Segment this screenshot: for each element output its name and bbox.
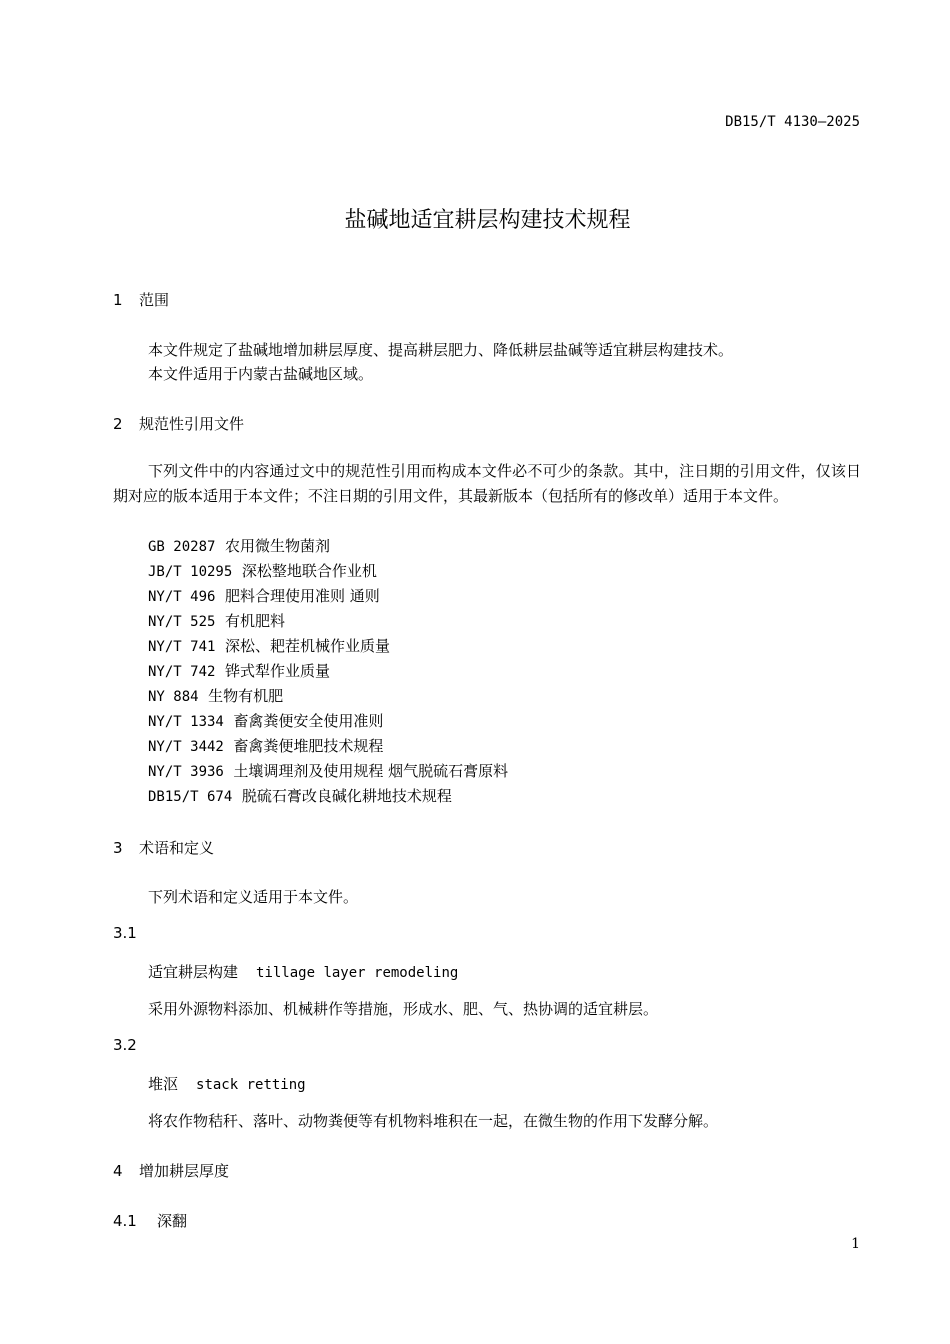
reference-item bbox=[148, 634, 508, 659]
section-number: 3 bbox=[113, 839, 123, 857]
reference-code: GB 20287 bbox=[148, 539, 216, 555]
reference-code: NY/T 3442 bbox=[148, 739, 224, 755]
term-definition: 将农作物秸秆、落叶、动物粪便等有机物料堆积在一起，在微生物的作用下发酵分解。 bbox=[148, 1112, 719, 1130]
page-number: 1 bbox=[851, 1236, 860, 1252]
reference-title: 土壤调理剂及使用规程 烟气脱硫石膏原料 bbox=[233, 762, 509, 780]
term-definition: 采用外源物料添加、机械耕作等措施，形成水、肥、气、热协调的适宜耕层。 bbox=[148, 1000, 659, 1018]
reference-item bbox=[148, 759, 508, 784]
reference-code: NY/T 496 bbox=[148, 589, 216, 605]
reference-item bbox=[148, 559, 508, 584]
reference-code: NY/T 525 bbox=[148, 614, 216, 630]
section-heading-tillage-thickness bbox=[113, 1160, 229, 1181]
reference-item bbox=[148, 684, 508, 709]
references-intro-paragraph: 下列文件中的内容通过文中的规范性引用而构成本文件必不可少的条款。其中，注日期的引用文件，仅该日期对应的版本适用于本文件；不注日期的引用文件，其最新版本（包括所有的修改单）适用于本文件。 bbox=[113, 462, 861, 505]
reference-code: DB15/T 674 bbox=[148, 789, 233, 805]
reference-title: 畜禽粪便堆肥技术规程 bbox=[233, 737, 384, 755]
term-entry bbox=[148, 1073, 306, 1094]
section-number: 2 bbox=[113, 415, 123, 433]
section-number: 1 bbox=[113, 291, 123, 309]
reference-code: NY/T 741 bbox=[148, 639, 216, 655]
reference-item bbox=[148, 659, 508, 684]
reference-title: 铧式犁作业质量 bbox=[224, 662, 330, 680]
reference-code: NY/T 1334 bbox=[148, 714, 224, 730]
reference-item bbox=[148, 534, 508, 559]
section-title: 术语和定义 bbox=[139, 839, 215, 857]
term-en: stack retting bbox=[196, 1077, 306, 1093]
reference-code: NY/T 742 bbox=[148, 664, 216, 680]
scope-paragraph-2: 本文件适用于内蒙古盐碱地区域。 bbox=[148, 365, 374, 383]
term-zh: 适宜耕层构建 bbox=[148, 963, 239, 981]
subsection-title: 深翻 bbox=[157, 1212, 188, 1230]
reference-list bbox=[148, 534, 508, 809]
section-heading-scope bbox=[113, 289, 169, 310]
section-title: 范围 bbox=[139, 291, 170, 309]
reference-title: 生物有机肥 bbox=[208, 687, 284, 705]
term-number: 3.1 bbox=[113, 924, 137, 942]
reference-item bbox=[148, 609, 508, 634]
subsection-heading-deep-plowing bbox=[113, 1210, 187, 1231]
reference-item bbox=[148, 584, 508, 609]
reference-code: NY 884 bbox=[148, 689, 199, 705]
reference-item bbox=[148, 784, 508, 809]
section-title: 规范性引用文件 bbox=[139, 415, 245, 433]
term-zh: 堆沤 bbox=[148, 1075, 179, 1093]
document-title: 盐碱地适宜耕层构建技术规程 bbox=[344, 208, 631, 233]
reference-title: 农用微生物菌剂 bbox=[224, 537, 330, 555]
reference-item bbox=[148, 709, 508, 734]
reference-title: 肥料合理使用准则 通则 bbox=[224, 587, 380, 605]
reference-title: 有机肥料 bbox=[224, 612, 285, 630]
document-code: DB15/T 4130—2025 bbox=[725, 114, 860, 130]
reference-item bbox=[148, 734, 508, 759]
term-entry bbox=[148, 961, 458, 982]
terms-intro-paragraph: 下列术语和定义适用于本文件。 bbox=[148, 888, 359, 906]
section-title: 增加耕层厚度 bbox=[139, 1162, 230, 1180]
section-number: 4 bbox=[113, 1162, 123, 1180]
section-heading-normative-references bbox=[113, 413, 244, 434]
reference-title: 深松整地联合作业机 bbox=[241, 562, 377, 580]
scope-paragraph-1: 本文件规定了盐碱地增加耕层厚度、提高耕层肥力、降低耕层盐碱等适宜耕层构建技术。 bbox=[148, 341, 734, 359]
term-number: 3.2 bbox=[113, 1036, 137, 1054]
reference-title: 脱硫石膏改良碱化耕地技术规程 bbox=[241, 787, 452, 805]
section-heading-terms bbox=[113, 837, 214, 858]
reference-title: 深松、耙茬机械作业质量 bbox=[224, 637, 390, 655]
term-en: tillage layer remodeling bbox=[256, 965, 459, 981]
reference-title: 畜禽粪便安全使用准则 bbox=[233, 712, 384, 730]
subsection-number: 4.1 bbox=[113, 1212, 137, 1230]
reference-code: JB/T 10295 bbox=[148, 564, 233, 580]
reference-code: NY/T 3936 bbox=[148, 764, 224, 780]
